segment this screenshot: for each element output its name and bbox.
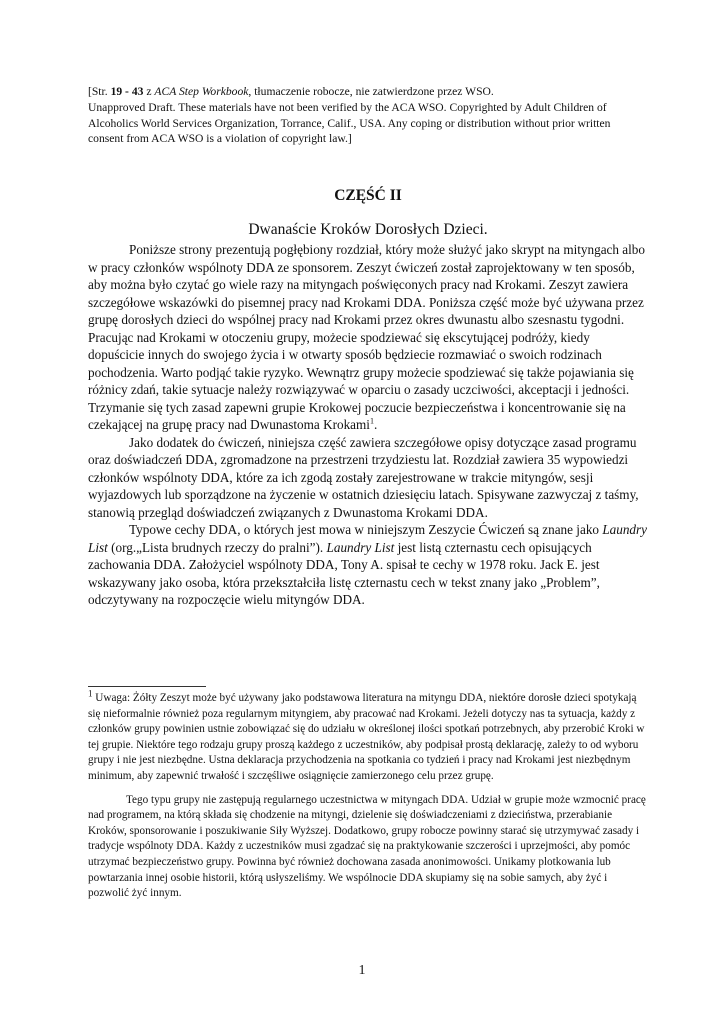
- footnote-marker: 1: [88, 688, 93, 699]
- chapter-subtitle: Dwanaście Kroków Dorosłych Dzieci.: [248, 221, 488, 239]
- paragraph: Poniższe strony prezentują pogłębiony rozdział, który może służyć jako skrypt na mityngach albo w pracy członków wspólnoty DDA ze sponsorem. Zeszyt ćwiczeń został zaprojektowany w ten sposób, aby można było czytać go wiele razy na mityngach poświęconych pracy nad Krokami. Zeszyt zawiera szczegółowe wskazówki do pisemnej pracy nad Krokami DDA. Poniższa część może być używana przez grupę dorosłych dzieci do wspólnej pracy nad Krokami przez okres dwunastu albo szesnastu tygodni. Pracując nad Krokami w otoczeniu grupy, możecie spodziewać się ekscytującej podróży, kiedy dopuścicie innych do swojego życia i w otwarty sposób będziecie rozmawiać o swoich rodzinach pochodzenia. Warto podjąć takie ryzyko. Wewnątrz grupy możecie spodziewać się także pojawiania się różnicy zdań, takie sytuacje należy rozwiązywać w oparciu o zasady uczciwości, akceptacji i jedności. Trzymanie się tych zasad zapewni grupie Krokowej poczucie bezpieczeństwa i koncentrowanie się na czekającej na grupę pracy nad Dwunastoma Krokami$^1$.: [88, 242, 645, 433]
- body-text: [88, 241, 648, 609]
- paragraph: Jako dodatek do ćwiczeń, niniejsza część zawiera szczegółowe opisy dotyczące zasad programu oraz doświadczeń DDA, zgromadzone na przestrzeni trzydziestu lat. Rozdział zawiera 35 wypowiedzi członków wspólnoty DDA, które za ich zgodą zostały zarejestrowane w trakcie mityngów, sesji wyjazdowych lub sporządzone na życzenie w ostatnich dziesięciu latach. Spisywane zazwyczaj z taśmy, stanowią przegląd doświadczeń związanych z Dwunastoma Krokami DDA.: [88, 434, 639, 520]
- footnote: [88, 688, 648, 902]
- footnote-reference[interactable]: 1: [369, 416, 374, 426]
- footnote-divider: [88, 686, 206, 687]
- footnote-paragraph: $^1$ Uwaga: Żółty Zeszyt może być używany jako podstawowa literatura na mityngu DDA, niektóre dorosłe dzieci spotykają się nieformalnie również poza regularnym mityngiem, aby pracować nad Krokami. Jeżeli dotyczy nas ta sytuacja, każdy z członków grupy powinien ustnie zobowiązać się do udziału w określonej ilości spotkań potrzebnych, aby przerobić Kroki w tej grupie. Niektóre tego rodzaju grupy proszą każdego z uczestników, aby podpisał prostą deklarację, zależy to od wyboru grupy i nie jest niezbędne. Ustna deklaracja przychodzenia na spotkania co tydzień i pracy nad Krokami jest niezbędnym minimum, aby zapewnić trwałość i szczęśliwe osiągnięcie zamierzonego celu przez grupę.: [88, 688, 645, 782]
- footnote-paragraph: Tego typu grupy nie zastępują regularnego uczestnictwa w mityngach DDA. Udział w grupie może wzmocnić pracę nad programem, na którą składa się chodzenie na mityngi, dzielenie się doświadczeniami z dzieciństwa, przerabianie Kroków, sponsorowanie i poszukiwanie Siły Wyższej. Dodatkowo, grupy robocze powinny starać się utrzymywać zasady i tradycje wspólnoty DDA. Każdy z uczestników musi zgadzać się na praktykowanie szczerości i uprzejmości, aby pomóc utrzymać bezpieczeństwo grupy. Powinna być również dochowana zasada anonimowości. Unikamy plotkowania lub powtarzania innej osobie historii, którą usłyszeliśmy. We wspólnocie DDA skupiamy się na sobie samych, aby żyć i pozwolić żyć innym.: [88, 793, 646, 900]
- header-note: [Str. 19 - 43 z ACA Step Workbook, tłumaczenie robocze, nie zatwierdzone przez WSO. Unapproved Draft. These materials have not been verified by the ACA WSO. Copyrighted by Adult Children of Alcoholics World Services Organization, Torrance, Calif., USA. Any coping or distribution without prior written consent from ACA WSO is a violation of copyright law.]: [88, 85, 611, 146]
- page-number: 1: [358, 963, 366, 978]
- header-book-title: ACA Step Workbook: [154, 85, 249, 98]
- paragraph: Typowe cechy DDA, o których jest mowa w niniejszym Zeszycie Ćwiczeń są znane jako Laundry List (org.„Lista brudnych rzeczy do pralni”). Laundry List jest listą czternastu cech opisujących zachowania DDA. Założyciel wspólnoty DDA, Tony A. spisał te cechy w 1978 roku. Jack E. jest wskazywany jako osoba, która przekształciła listę czternastu cech w tekst znany jako „Problem”, odczytywany na rozpoczęcie wielu mityngów DDA.: [88, 522, 648, 608]
- page-content: [88, 84, 648, 609]
- part-title: CZĘŚĆ II: [334, 187, 402, 205]
- header-pages: 19 - 43: [110, 85, 144, 98]
- header-disclaimer: Unapproved Draft. These materials have not been verified by the ACA WSO. Copyrighted by Adult Children of Alcoholics World Services Organization, Torrance, Calif., USA. Any coping or distribution without prior written consent from ACA WSO is a violation of copyright law.]: [88, 100, 611, 146]
